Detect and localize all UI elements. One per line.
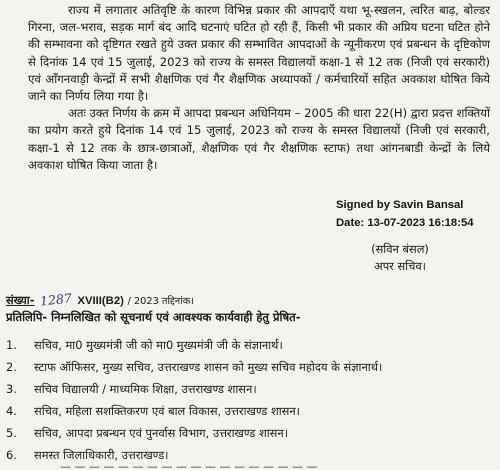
list-item-text: सचिव, महिला सशक्तिकरण एवं बाल विकास, उत्तराखण्ड शासन। bbox=[34, 404, 300, 418]
list-item-number: 4. bbox=[6, 404, 17, 418]
list-item-text: सचिव विद्यालयी / माध्यमिक शिक्षा, उत्तराखण्ड शासन। bbox=[34, 382, 257, 396]
list-item-text: सचिव, मा0 मुख्यमंत्री जी को मा0 मुख्यमंत्री जी के संज्ञानार्थ। bbox=[34, 338, 283, 352]
recipient-list bbox=[6, 336, 486, 464]
list-item-text: सचिव, आपदा प्रबन्धन एवं पुनर्वास विभाग, उत्तराखण्ड शासन। bbox=[34, 426, 289, 440]
reference-label: संख्या- bbox=[6, 294, 35, 307]
list-item bbox=[6, 424, 486, 442]
handwritten-number: 1287 bbox=[39, 290, 73, 309]
cut-off-line: — — — — — — — — — — — — — — — — — — bbox=[60, 460, 318, 470]
list-item bbox=[6, 380, 486, 398]
copy-to-heading: प्रतिलिपि- निम्नलिखित को सूचनार्थ एवं आवश्यक कार्यवाही हेतु प्रेषित- bbox=[6, 310, 301, 324]
list-item bbox=[6, 402, 486, 420]
reference-code: XVIII(B2) bbox=[77, 295, 124, 307]
list-item-number: 5. bbox=[6, 426, 17, 440]
list-item-text: समस्त जिलाधिकारी, उत्तराखण्ड। bbox=[34, 448, 169, 462]
order-paragraph-1: राज्य में लगातार अतिवृष्टि के कारण विभिन्न प्रकार की आपदाएँ यथा भू-स्खलन, त्वरित बाढ़, बोल्डर गिरना, जल-भराव, सड़क मार्ग बंद आदि घटनाएं घटित हो रही हैं, किसी भी प्रकार की अप्रिय घटना घटित होने की सम्भावना को दृष्टिगत रखते हुये उक्त प्रकार की सम्भावित आपदाओं के न्यूनीकरण एवं प्रबन्धन के दृष्टिकोण से दिनांक 14 एवं 15 जुलाई, 2023 को राज्य के समस्त विद्यालयों कक्षा-1 से 12 तक (निजी एवं सरकारी) एवं आँगनवाड़ी केन्द्रों में सभी शैक्षणिक एवं गैर शैक्षणिक अध्यापकों / कर्मचारियों सहित अवकाश घोषित किये जाने का निर्णय लिया गया है। bbox=[28, 3, 490, 104]
list-item bbox=[6, 336, 486, 354]
list-item-number: 1. bbox=[6, 338, 17, 352]
list-item-number: 6. bbox=[6, 448, 17, 462]
digital-signature-block bbox=[336, 196, 498, 232]
list-item bbox=[6, 358, 486, 376]
list-item-number: 3. bbox=[6, 382, 17, 396]
signing-officer bbox=[340, 241, 460, 275]
order-body bbox=[28, 2, 490, 174]
list-item-text: स्टाफ ऑफिसर, मुख्य सचिव, उत्तराखण्ड शासन को मुख्य सचिव महोदय के संज्ञानार्थ। bbox=[34, 360, 383, 374]
list-item-number: 2. bbox=[6, 360, 17, 374]
officer-designation: अपर सचिव। bbox=[374, 259, 426, 273]
signature-date: Date: 13-07-2023 16:18:54 bbox=[336, 217, 474, 229]
reference-date: / 2023 तद्दिनांक। bbox=[127, 296, 195, 307]
signed-by-text: Signed by Savin Bansal bbox=[336, 199, 464, 211]
order-paragraph-2: अतः उक्त निर्णय के क्रम में आपदा प्रबन्धन अधिनियम – 2005 की धारा 22(H) द्वारा प्रदत्त शक्तियों का प्रयोग करते हुये दिनांक 14 एवं 15 जुलाई, 2023 को राज्य के समस्त विद्यालयों (निजी एवं सरकारी, कक्षा-1 से 12 तक के छात्र-छात्राओं, शैक्षणिक एवं गैर शैक्षणिक स्टाफ) तथा आंगनबाडी केन्द्रों के लिये अवकाश घोषित किया जाता है। bbox=[28, 106, 490, 172]
officer-name: (सविन बंसल) bbox=[371, 242, 429, 256]
reference-number bbox=[6, 292, 194, 308]
